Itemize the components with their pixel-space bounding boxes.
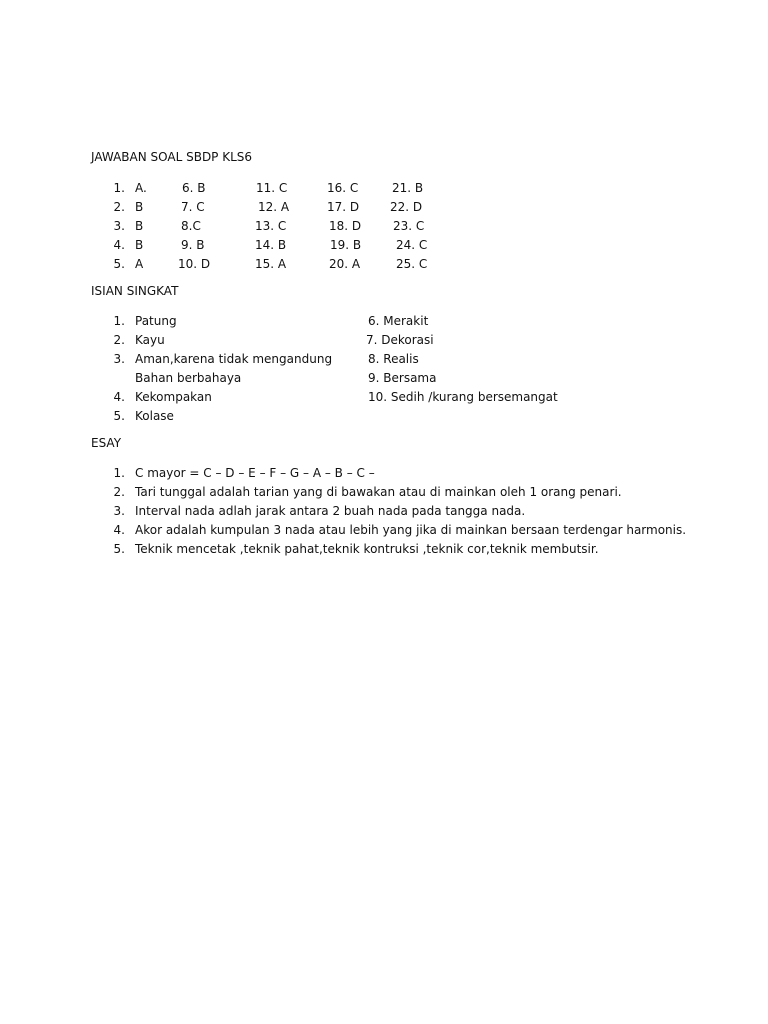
answer-left: Patung	[135, 314, 177, 328]
answer-col-1: B	[135, 219, 144, 233]
answer-col-3: 12. A	[258, 200, 290, 214]
answer-col-4: 17. D	[327, 200, 360, 214]
answer-col-2: 9. B	[181, 238, 205, 252]
answer-col-5: 22. D	[390, 200, 423, 214]
answer-right: 6. Merakit	[368, 314, 429, 328]
item-number: 5.	[113, 257, 125, 271]
answer-col-2: 10. D	[178, 257, 211, 271]
answer-col-4: 16. C	[327, 181, 359, 195]
answer-right: 9. Bersama	[368, 371, 437, 385]
answer-col-2: 7. C	[181, 200, 205, 214]
list-item	[0, 255, 768, 274]
answer-left: Bahan berbahaya	[135, 371, 242, 385]
list-item	[0, 521, 768, 540]
answer-col-1: A.	[135, 181, 147, 195]
list-item	[0, 464, 768, 483]
answer-col-5: 24. C	[396, 238, 428, 252]
list-item	[0, 217, 768, 236]
list-item	[0, 388, 768, 407]
answer-col-4: 18. D	[329, 219, 362, 233]
answer-left: Kayu	[135, 333, 165, 347]
answer-col-3: 14. B	[255, 238, 287, 252]
list-item	[0, 331, 768, 350]
essay-text: Akor adalah kumpulan 3 nada atau lebih yang jika di mainkan bersaan terdengar harmonis.	[135, 523, 687, 537]
section-heading-isian: ISIAN SINGKAT	[91, 284, 179, 298]
answer-col-3: 15. A	[255, 257, 287, 271]
item-number: 4.	[113, 523, 125, 537]
item-number: 3.	[113, 219, 125, 233]
item-number: 2.	[113, 200, 125, 214]
answer-right: 8. Realis	[368, 352, 419, 366]
answer-left: Kekompakan	[135, 390, 212, 404]
item-number: 3.	[113, 352, 125, 366]
list-item	[0, 540, 768, 559]
essay-text: Teknik mencetak ,teknik pahat,teknik kontruksi ,teknik cor,teknik membutsir.	[135, 542, 599, 556]
answer-col-1: B	[135, 200, 144, 214]
answer-col-4: 19. B	[330, 238, 362, 252]
list-item	[0, 483, 768, 502]
item-number: 1.	[113, 181, 125, 195]
item-number: 4.	[113, 390, 125, 404]
answer-col-5: 21. B	[392, 181, 424, 195]
list-item	[0, 502, 768, 521]
item-number: 4.	[113, 238, 125, 252]
list-item	[0, 312, 768, 331]
answer-col-3: 13. C	[255, 219, 287, 233]
item-number: 2.	[113, 485, 125, 499]
list-item	[0, 179, 768, 198]
list-item	[0, 407, 768, 426]
essay-text: Interval nada adlah jarak antara 2 buah nada pada tangga nada.	[135, 504, 526, 518]
list-item	[0, 369, 768, 388]
document-title: JAWABAN SOAL SBDP KLS6	[91, 150, 253, 164]
answer-col-4: 20. A	[329, 257, 361, 271]
list-item	[0, 350, 768, 369]
item-number: 1.	[113, 314, 125, 328]
answer-col-5: 25. C	[396, 257, 428, 271]
essay-text: C mayor = C – D – E – F – G – A – B – C –	[135, 466, 375, 480]
list-item	[0, 198, 768, 217]
item-number: 1.	[113, 466, 125, 480]
answer-left: Kolase	[135, 409, 174, 423]
answer-left: Aman,karena tidak mengandung	[135, 352, 333, 366]
answer-col-1: A	[135, 257, 144, 271]
answer-col-2: 8.C	[181, 219, 201, 233]
answer-col-5: 23. C	[393, 219, 425, 233]
answer-col-2: 6. B	[182, 181, 206, 195]
item-number: 5.	[113, 409, 125, 423]
section-heading-essay: ESAY	[91, 436, 122, 450]
answer-col-1: B	[135, 238, 144, 252]
answer-right: 10. Sedih /kurang bersemangat	[368, 390, 558, 404]
answer-right: 7. Dekorasi	[366, 333, 434, 347]
answer-col-3: 11. C	[256, 181, 288, 195]
essay-text: Tari tunggal adalah tarian yang di bawakan atau di mainkan oleh 1 orang penari.	[135, 485, 622, 499]
item-number: 3.	[113, 504, 125, 518]
item-number: 5.	[113, 542, 125, 556]
list-item	[0, 236, 768, 255]
item-number: 2.	[113, 333, 125, 347]
